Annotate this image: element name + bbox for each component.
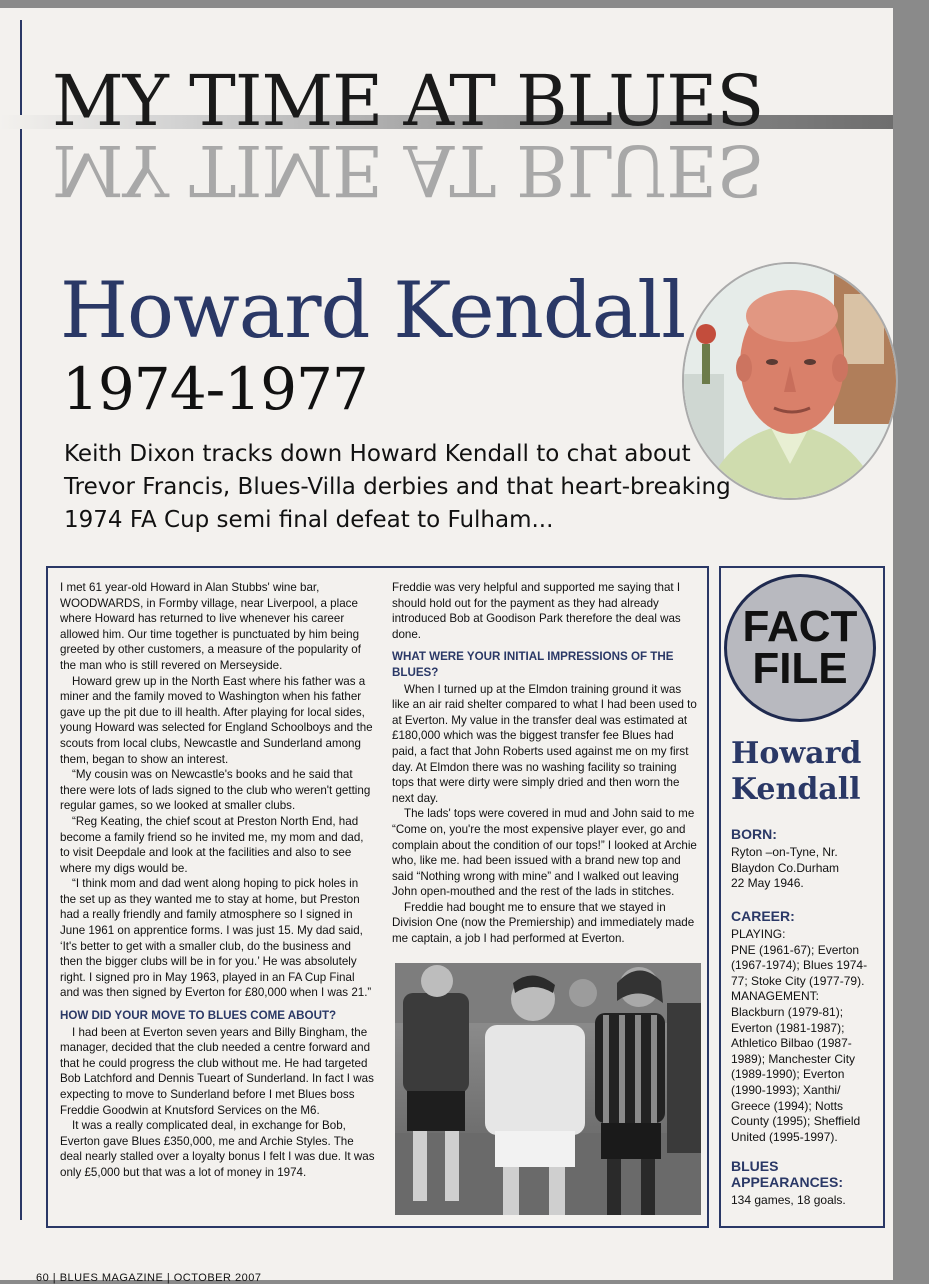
banner-title: MY TIME AT BLUES xyxy=(52,60,764,142)
fact-appearances-section xyxy=(731,1158,881,1209)
fact-career-section xyxy=(731,908,881,1145)
management-label: MANAGEMENT: xyxy=(731,989,820,1004)
banner-title-reflection: MY TIME AT BLUES xyxy=(52,129,764,211)
article-column-1 xyxy=(60,580,376,1181)
section-heading: HOW DID YOUR MOVE TO BLUES COME ABOUT? xyxy=(60,1009,337,1023)
article-title-name: Howard Kendall xyxy=(60,266,686,356)
career-label: CAREER: xyxy=(731,908,795,924)
body-paragraph: I had been at Everton seven years and Billy Bingham, the manager, decided that the club needed a centre forward and that he could progress the club without me. He had targeted Bob Latchford and Dennis Tueart of Sunderland. In fact I was expecting to move to Sunderland before I met Blues boss Freddie Goodwin at Knutsford Services on the M6. xyxy=(60,1025,374,1117)
body-paragraph: It was a really complicated deal, in exchange for Bob, Everton gave Blues £350,000, me and Archie Styles. The deal nearly stalled over a loyalty bonus I felt I was due. It was only £5,000 but that was a lot of money in 1974. xyxy=(60,1119,375,1179)
born-line-1: Ryton –on-Tyne, Nr. xyxy=(731,845,838,859)
body-paragraph: Freddie had bought me to ensure that we stayed in Division One (now the Premiership) and immediately made me captain, a job I had performed at Everton. xyxy=(392,900,695,946)
playing-text: PNE (1961-67); Everton (1967-1974); Blues 1974-77; Stoke City (1977-79). xyxy=(731,942,868,988)
appearances-label-line-2: APPEARANCES: xyxy=(731,1174,844,1190)
appearances-label-line-1: BLUES xyxy=(731,1158,779,1174)
born-label: BORN: xyxy=(731,826,777,842)
article-title-years: 1974-1977 xyxy=(62,355,368,423)
page-footer: 60 | BLUES MAGAZINE | OCTOBER 2007 xyxy=(36,1272,262,1284)
body-paragraph: “I think mom and dad went along hoping to pick holes in the set up as they wanted me to stay at home, but Preston had a really friendly and family atmosphere so I signed in June 1961 on apprentice forms. I was just 15. My dad said, ‘It's better to get with a smaller club, do the business and then the bigger clubs will be in for you.’ He was absolutely right. I signed pro in May 1963, played in an FA Cup Final and was then signed by Everton for £80,000 when I was 21.” xyxy=(60,877,372,1000)
portrait-illustration xyxy=(684,264,896,498)
fact-born-section xyxy=(731,826,881,892)
body-paragraph: “Reg Keating, the chief scout at Preston North End, had become a family friend so he invited me, my mom and dad, to visit Deepdale and look at the facilities and also to see where my digs would be. xyxy=(60,814,364,875)
management-text: Blackburn (1979-81); Everton (1981-1987); Athletico Bilbao (1987-1989); Manchester City (1989-1990); Everton (1990-1993); Xanthi/ Greece (1994); Notts County (1995); Sheffield United (1995-1997). xyxy=(731,1004,861,1144)
born-line-3: 22 May 1946. xyxy=(731,876,804,891)
fact-badge-line-1: FACT xyxy=(742,602,858,651)
body-paragraph: I met 61 year-old Howard in Alan Stubbs' wine bar, WOODWARDS, in Formby village, near Liverpool, a place where Howard has returned to live whenever his career allowed him. Our time together is punctuated by him being greeted by other customers, a measure of the popularity of the man who is still revered on Merseyside. xyxy=(60,581,361,672)
article-column-2 xyxy=(392,580,698,947)
appearances-label xyxy=(731,1158,881,1190)
body-paragraph: “My cousin was on Newcastle's books and he said that there were lots of lads signed to the club who weren't getting regular games, so we looked at smaller clubs. xyxy=(60,768,371,813)
fact-file-badge xyxy=(724,574,876,722)
match-photo-illustration xyxy=(395,963,701,1215)
body-paragraph: Howard grew up in the North East where his father was a miner and the family moved to Washington when his father gave up the pit due to ill health. After playing for local sides, young Howard was selected for England Schoolboys and the scouts from local clubs, Newcastle and Sunderland among them, began to show an interest. xyxy=(60,674,373,766)
section-heading: WHAT WERE YOUR INITIAL IMPRESSIONS OF THE BLUES? xyxy=(392,650,674,679)
body-paragraph: Freddie was very helpful and supported me saying that I should hold out for the payment as they had already introduced Bob at Goodison Park therefore the deal was done. xyxy=(392,581,681,641)
body-paragraph: The lads' tops were covered in mud and John said to me “Come on, you're the most expensive player ever, go and complain about the condition of our tops!” I looked at Archie who, like me. had been issued with a brand new top and said “Nothing wrong with mine” and I walked out leaving John open-mouthed and the rest of the lads in stitches. xyxy=(392,807,697,899)
body-paragraph: When I turned up at the Elmdon training ground it was like an air raid shelter compared to what I had been used to at Everton. My value in the transfer deal was estimated at £180,000 which was the biggest transfer fee Blues had paid, a fact that John Roberts used against me on my first day. At Elmdon there was no washing facility so training tops that were dirty were simply dried and then worn the next day. xyxy=(392,682,697,805)
appearances-text: 134 games, 18 goals. xyxy=(731,1193,846,1207)
born-line-2: Blaydon Co.Durham xyxy=(731,860,840,875)
standfirst: Keith Dixon tracks down Howard Kendall to chat about Trevor Francis, Blues-Villa derbies and that heart-breaking 1974 FA Cup semi final defeat to Fulham... xyxy=(64,441,731,533)
left-margin-rule xyxy=(20,20,22,1220)
fact-file-name: Howard Kendall xyxy=(731,736,862,807)
playing-label: PLAYING: xyxy=(731,927,786,941)
portrait-photo xyxy=(682,262,898,500)
match-photo xyxy=(395,963,701,1215)
fact-badge-line-2: FILE xyxy=(752,644,848,693)
